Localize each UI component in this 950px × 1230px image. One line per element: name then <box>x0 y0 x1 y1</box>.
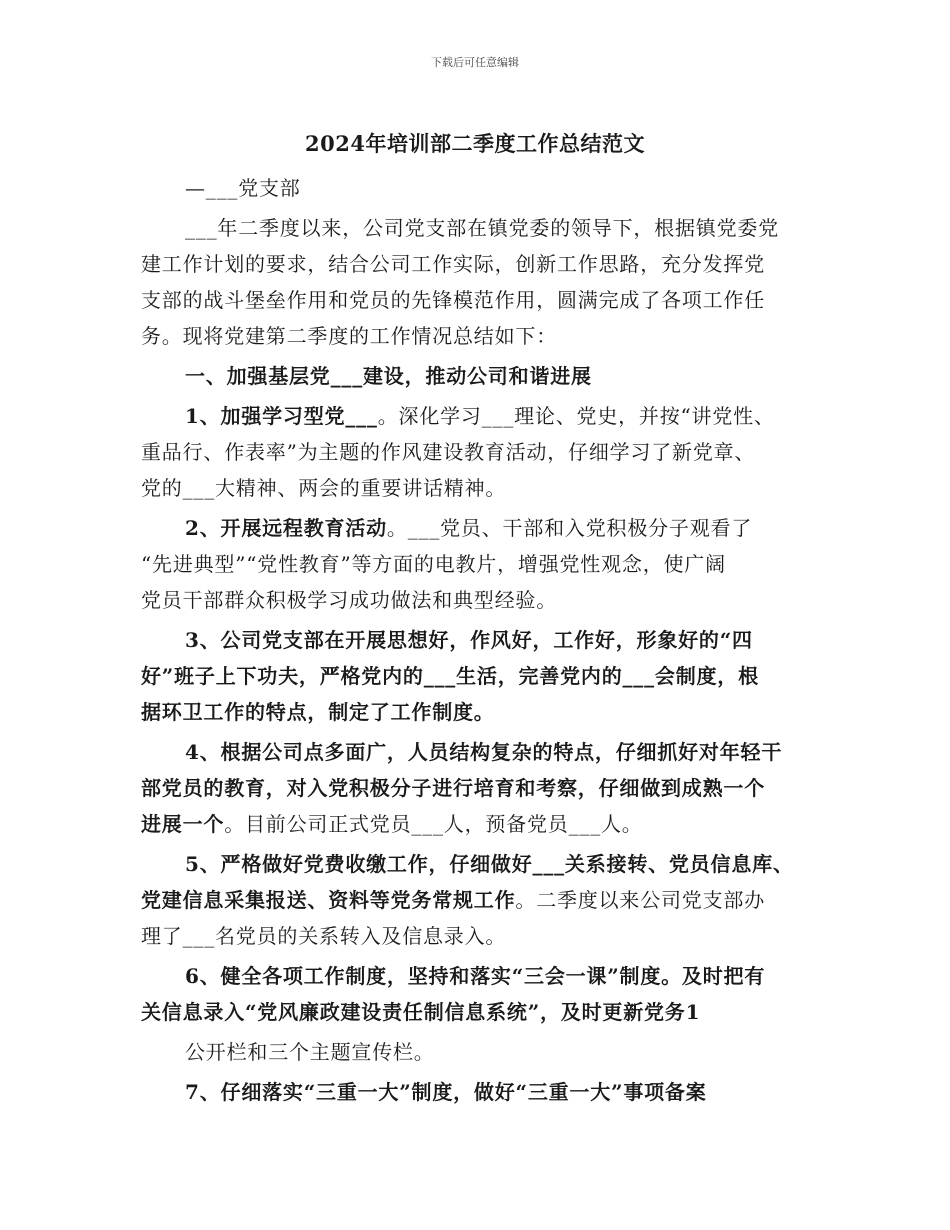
text-line <box>141 918 813 954</box>
text-segment: 。目前公司正式党员___人，预备党员___人。 <box>224 812 643 836</box>
text-segment: 5、严格做好党费收缴工作，仔细做好___关系接转、党员信息库、 <box>185 852 794 876</box>
text-segment: 党的___大精神、两会的重要讲话精神。 <box>141 476 507 500</box>
text-segment: 务。现将党建第二季度的工作情况总结如下： <box>141 324 557 348</box>
text-segment: 。___党员、干部和入党积极分子观看了 <box>386 516 753 540</box>
text-segment: 6、健全各项工作制度，坚持和落实“三会一课”制度。及时把有 <box>185 964 766 988</box>
text-line <box>141 846 813 882</box>
text-segment: 重品行、作表率”为主题的作风建设教育活动，仔细学习了新党章、 <box>141 440 756 464</box>
text-line <box>141 882 813 918</box>
text-segment: 7、仔细落实“三重一大”制度，做好“三重一大”事项备案 <box>185 1080 707 1104</box>
text-line <box>141 1034 813 1070</box>
text-line <box>141 546 813 582</box>
text-line <box>141 282 813 318</box>
text-line <box>141 358 813 394</box>
text-segment: 关信息录入“党风廉政建设责任制信息系统”，及时更新党务1 <box>141 1000 701 1024</box>
text-segment: 。二季度以来公司党支部办 <box>515 888 766 912</box>
text-segment: 2、开展远程教育活动 <box>185 516 387 540</box>
text-segment: 好”班子上下功夫，严格党内的___生活，完善党内的___会制度，根 <box>141 664 759 688</box>
text-segment: 党员干部群众积极学习成功做法和典型经验。 <box>141 588 557 612</box>
text-segment: 一、加强基层党___建设，推动公司和谐进展 <box>185 364 592 388</box>
text-line <box>141 318 813 354</box>
text-line <box>141 434 813 470</box>
text-line <box>141 694 813 730</box>
text-segment: 党建信息采集报送、资料等党务常规工作 <box>141 888 516 912</box>
text-line <box>141 734 813 770</box>
text-line <box>141 510 813 546</box>
text-line <box>141 770 813 806</box>
text-segment: ___年二季度以来，公司党支部在镇党委的领导下，根据镇党委党 <box>185 216 779 240</box>
text-line <box>141 582 813 618</box>
text-line <box>141 170 813 206</box>
text-segment: 。深化学习___理论、党史，并按“讲党性、 <box>377 404 775 428</box>
text-segment: 3、公司党支部在开展思想好，作风好，工作好，形象好的“四 <box>185 628 753 652</box>
text-line <box>141 994 813 1030</box>
text-segment: 建工作计划的要求，结合公司工作实际，创新工作思路，充分发挥党 <box>141 252 765 276</box>
text-segment: —___党支部 <box>185 176 301 200</box>
header-note: 下载后可任意编辑 <box>431 56 519 69</box>
text-line <box>141 1074 813 1110</box>
text-line <box>141 398 813 434</box>
text-line <box>141 470 813 506</box>
text-line <box>141 622 813 658</box>
text-segment: 支部的战斗堡垒作用和党员的先锋模范作用，圆满完成了各项工作任 <box>141 288 765 312</box>
document-title: 2024年培训部二季度工作总结范文 <box>305 131 645 156</box>
text-line <box>141 958 813 994</box>
text-line <box>141 658 813 694</box>
text-segment: 1、加强学习型党___ <box>185 404 378 428</box>
text-segment: “先进典型”“党性教育”等方面的电教片，增强党性观念，使广阔 <box>141 552 726 576</box>
text-segment: 4、根据公司点多面广，人员结构复杂的特点，仔细抓好对年轻干 <box>185 740 783 764</box>
text-segment: 理了___名党员的关系转入及信息录入。 <box>141 924 507 948</box>
text-line <box>141 246 813 282</box>
text-line <box>141 806 813 842</box>
text-segment: 部党员的教育，对入党积极分子进行培育和考察，仔细做到成熟一个 <box>141 776 765 800</box>
text-segment: 公开栏和三个主题宣传栏。 <box>185 1040 435 1064</box>
text-segment: 进展一个 <box>141 812 225 836</box>
document-body <box>141 170 813 1110</box>
text-line <box>141 210 813 246</box>
text-segment: 据环卫工作的特点，制定了工作制度。 <box>141 700 495 724</box>
